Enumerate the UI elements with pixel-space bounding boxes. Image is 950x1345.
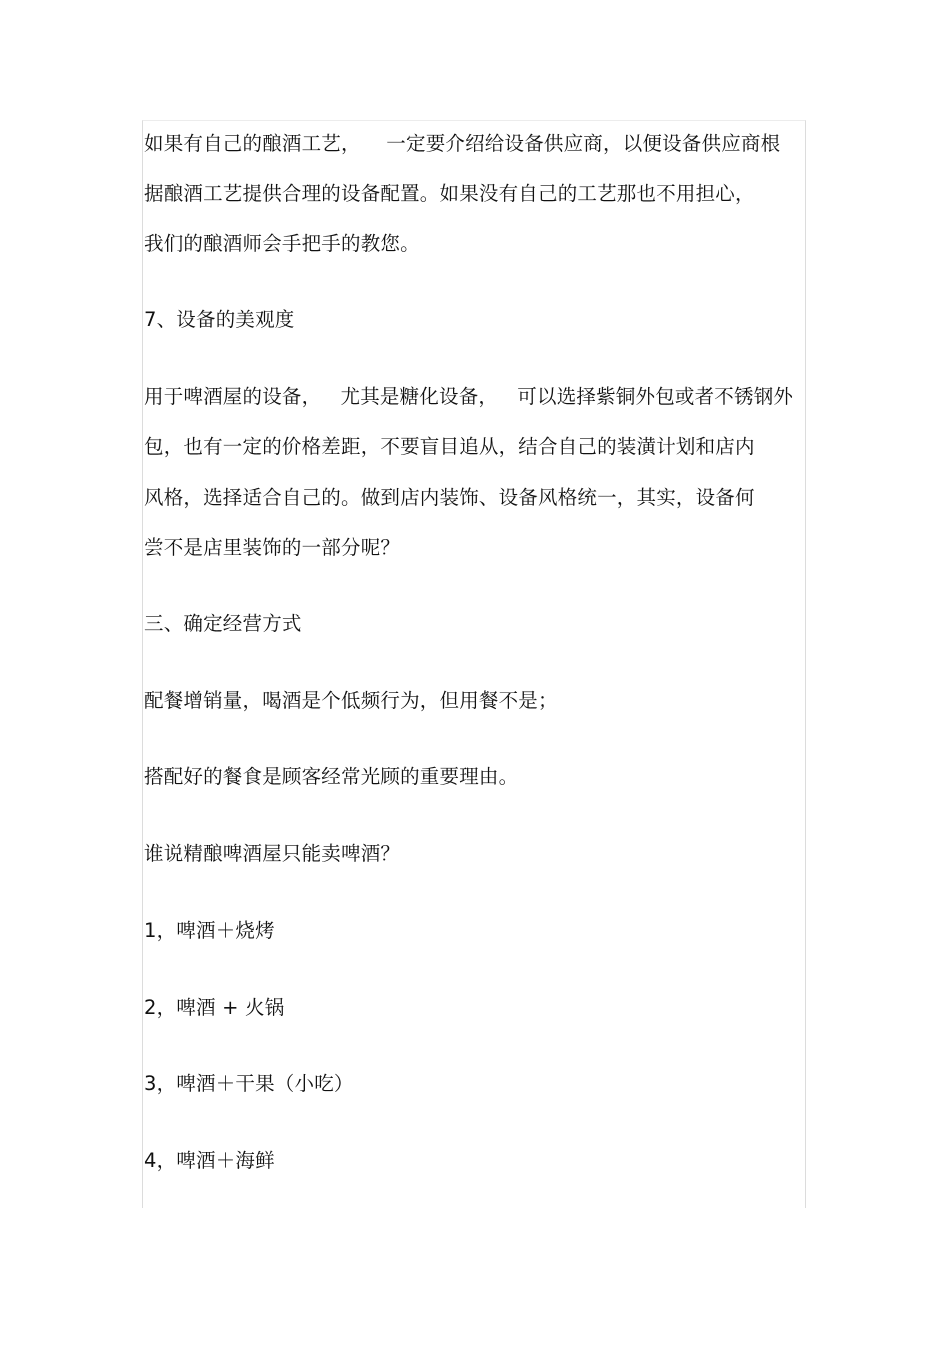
paragraph-line: 我们的酿酒师会手把手的教您。: [144, 232, 420, 255]
paragraph-line: 包，也有一定的价格差距，不要盲目追从，结合自己的装潢计划和店内: [144, 435, 755, 458]
paragraph-line: 用于啤酒屋的设备， 尤其是糖化设备， 可以选择紫铜外包或者不锈钢外: [144, 385, 794, 408]
paragraph-line: 配餐增销量，喝酒是个低频行为，但用餐不是；: [144, 689, 558, 712]
page-frame: [142, 120, 806, 1208]
paragraph-line: 搭配好的餐食是顾客经常光顾的重要理由。: [144, 765, 519, 788]
paragraph-line: 风格，选择适合自己的。做到店内装饰、设备风格统一，其实，设备何: [144, 486, 755, 509]
list-item: 3，啤酒＋干果（小吃）: [144, 1072, 354, 1095]
paragraph-line: 尝不是店里装饰的一部分呢？: [144, 536, 401, 559]
paragraph-line: 如果有自己的酿酒工艺， 一定要介绍给设备供应商，以便设备供应商根: [144, 132, 781, 155]
list-item: 2，啤酒 + 火锅: [144, 996, 285, 1019]
list-item: 1，啤酒＋烧烤: [144, 919, 275, 942]
section-heading: 三、确定经营方式: [144, 612, 302, 635]
paragraph-line: 谁说精酿啤酒屋只能卖啤酒？: [144, 842, 401, 865]
section-heading: 7、设备的美观度: [144, 308, 295, 331]
list-item: 4，啤酒＋海鲜: [144, 1149, 275, 1172]
paragraph-line: 据酿酒工艺提供合理的设备配置。如果没有自己的工艺那也不用担心，: [144, 182, 755, 205]
